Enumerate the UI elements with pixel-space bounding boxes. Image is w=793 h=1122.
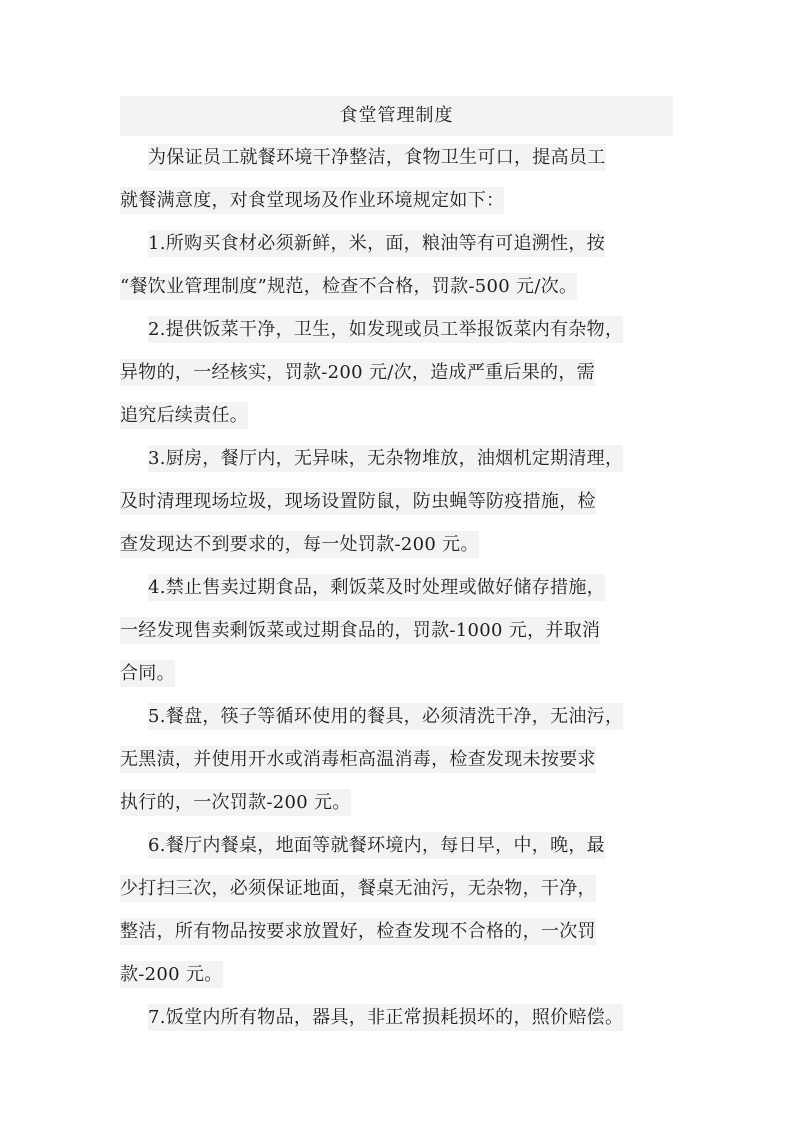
- text-line: [120, 265, 673, 308]
- text-line-content: 查发现达不到要求的，每一处罚款-200 元。: [120, 531, 479, 558]
- text-line: [120, 953, 673, 996]
- text-line: [120, 738, 673, 781]
- document-body: [120, 136, 673, 1039]
- text-line-content: 异物的，一经核实，罚款-200 元/次，造成严重后果的，需: [120, 359, 595, 386]
- text-line-content: 6.餐厅内餐桌，地面等就餐环境内，每日早，中，晚，最: [148, 832, 605, 859]
- text-line: [120, 480, 673, 523]
- text-line-content: 一经发现售卖剩饭菜或过期食品的，罚款-1000 元，并取消: [120, 617, 600, 644]
- text-line: [120, 523, 673, 566]
- text-line-content: 少打扫三次，必须保证地面，餐桌无油污，无杂物，干净，: [120, 875, 596, 902]
- text-line-content: 整洁，所有物品按要求放置好，检查发现不合格的，一次罚: [120, 918, 596, 945]
- text-line: [120, 824, 673, 867]
- text-line: [120, 566, 673, 609]
- text-line-content: 4.禁止售卖过期食品，剩饭菜及时处理或做好储存措施，: [148, 574, 605, 601]
- text-line-content: 款-200 元。: [120, 961, 223, 988]
- text-line: [120, 609, 673, 652]
- document-page: [120, 96, 673, 1039]
- text-line-content: 1.所购买食材必须新鲜，米，面，粮油等有可追溯性，按: [148, 230, 605, 257]
- text-line-content: 无黑渍，并使用开水或消毒柜高温消毒，检查发现未按要求: [120, 746, 596, 773]
- text-line-content: 执行的，一次罚款-200 元。: [120, 789, 351, 816]
- text-line: [120, 781, 673, 824]
- text-line-content: 合同。: [120, 660, 175, 687]
- text-line: [120, 394, 673, 437]
- text-line-content: 为保证员工就餐环境干净整洁，食物卫生可口，提高员工: [148, 144, 606, 171]
- text-line-content: 5.餐盘，筷子等循环使用的餐具，必须清洗干净，无油污，: [148, 703, 623, 730]
- text-line: [120, 652, 673, 695]
- text-line: [120, 179, 673, 222]
- text-line-content: 2.提供饭菜干净，卫生，如发现或员工举报饭菜内有杂物，: [148, 316, 623, 343]
- text-line-content: “餐饮业管理制度”规范，检查不合格，罚款-500 元/次。: [120, 273, 577, 300]
- text-line-content: 7.饭堂内所有物品，器具，非正常损耗损坏的，照价赔偿。: [148, 1004, 623, 1031]
- text-line: [120, 695, 673, 738]
- text-line-content: 3.厨房，餐厅内，无异味，无杂物堆放，油烟机定期清理，: [148, 445, 623, 472]
- text-line: [120, 867, 673, 910]
- text-line: [120, 351, 673, 394]
- text-line: [120, 910, 673, 953]
- text-line-content: 就餐满意度，对食堂现场及作业环境规定如下：: [120, 187, 504, 214]
- document-title: 食堂管理制度: [120, 96, 673, 136]
- text-line: [120, 996, 673, 1039]
- text-line-content: 追究后续责任。: [120, 402, 248, 429]
- text-line: [120, 136, 673, 179]
- text-line-content: 及时清理现场垃圾，现场设置防鼠，防虫蝇等防疫措施，检: [120, 488, 596, 515]
- text-line: [120, 222, 673, 265]
- text-line: [120, 308, 673, 351]
- text-line: [120, 437, 673, 480]
